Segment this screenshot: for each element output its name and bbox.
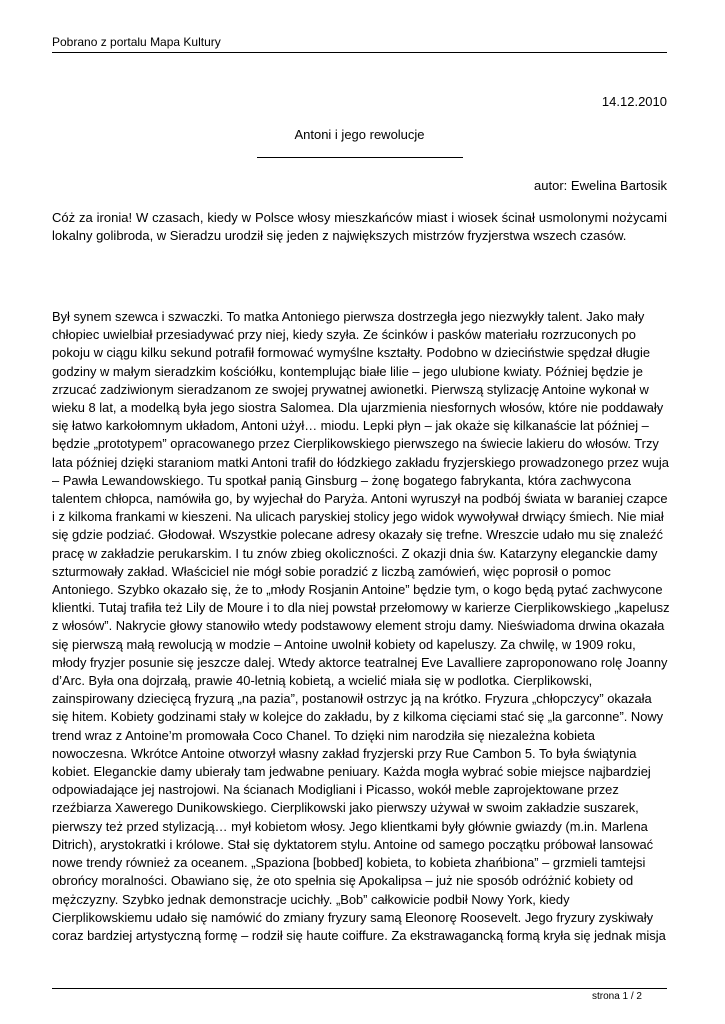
article-author: autor: Ewelina Bartosik: [534, 178, 667, 193]
page-number: strona 1 / 2: [591, 991, 642, 1002]
article-lead-paragraph: Cóż za ironia! W czasach, kiedy w Polsce włosy mieszkańców miast i wiosek ścinał usmolonymi nożycami lokalny golibroda, w Sieradzu urodził się jeden z największych mistrzów fryzjerstwa wszech czasów.: [52, 210, 667, 243]
footer-divider: [52, 988, 667, 989]
title-underline: [257, 157, 463, 158]
article-title: Antoni i jego rewolucje: [294, 127, 425, 142]
article-body-paragraph: Był synem szewca i szwaczki. To matka Antoniego pierwsza dostrzegła jego niezwykły talent. Jako mały chłopiec uwielbiał przesiadywać przy niej, kiedy szyła. Ze ścinków i pasków materiału rozrzuconych po pokoju w ciągu kilku sekund potrafił formować wymyślne kształty. Podobno w dzieciństwie spędzał długie godziny w małym sieradzkim kościółku, kontemplując białe lilie – jego ulubione kwiaty. Później będzie je zrzucać zadziwionym sieradzanom ze swojej prywatnej awionetki. Pierwszą stylizację Antoine wykonał w wieku 8 lat, a modelką była jego siostra Salomea. Dla ujarzmienia niesfornych włosów, które nie poddawały się łatwo karkołomnym układom, Antoni użył… miodu. Lepki płyn – jak okaże się kilkanaście lat później – będzie „prototypem” opracowanego przez Cierplikowskiego pierwszego na świecie lakieru do włosów. Trzy lata później dzięki staraniom matki Antoni trafił do łódzkiego zakładu fryzjerskiego prowadzonego przez wuja – Pawła Lewandowskiego. Tu spotkał panią Ginsburg – żonę bogatego fabrykanta, która zachwycona talentem chłopca, namówiła go, by wyjechał do Paryża. Antoni wyruszył na podbój świata w baraniej czapce i z kilkoma frankami w kieszeni. Na ulicach paryskiej stolicy jego widok wywoływał drwiący śmiech. Nie miał się gdzie podziać. Głodował. Wszystkie polecane adresy okazały się trefne. Wreszcie udało mu się znaleźć pracę w zakładzie perukarskim. I tu znów zbieg okoliczności. Z okazji dnia św. Katarzyny eleganckie damy szturmowały zakład. Właściciel nie mógł sobie poradzić z liczbą zamówień, więc poprosił o pomoc Antoniego. Szybko okazało się, że to „młody Rosjanin Antoine” będzie tym, o kogo będą pytać zachwycone klientki. Tutaj trafiła też Lily de Moure i to dla niej powstał przełomowy w karierze Cierplikowskiego „kapelusz z włosów”. Nakrycie głowy stanowiło wtedy podstawowy element stroju damy. Nieświadoma drwina okazała się pierwszą małą rewolucją w modzie – Antoine uwolnił kobiety od kapeluszy. Za chwilę, w 1909 roku, młody fryzjer posunie się jeszcze dalej. Wtedy aktorce teatralnej Eve Lavalliere zaproponowano rolę Joanny d’Arc. Była ona dojrzałą, prawie 40-letnią kobietą, a wcielić miała się w podlotka. Cierplikowski, zainspirowany dziecięcą fryzurą „na pazia”, postanowił ostrzyc ją na krótko. Fryzura „chłopczycy” okazała się hitem. Kobiety godzinami stały w kolejce do zakładu, by z kilkoma cięciami stać się „la garconne”. Nowy trend wraz z Antoine’m promowała Coco Chanel. To dzięki nim narodziła się niezależna kobieta nowoczesna. Wkrótce Antoine otworzył własny zakład fryzjerski przy Rue Cambon 5. To była świątynia kobiet. Eleganckie damy ubierały tam jedwabne peniuary. Każda mogła wybrać sobie miejsce najbardziej odpowiadające jej nastrojowi. Na ścianach Modigliani i Picasso, wokół meble zaprojektowane przez rzeźbiarza Xawerego Dunikowskiego. Cierplikowski jako pierwszy używał w swoim zakładzie suszarek, pierwszy też przed stylizacją… mył kobietom włosy. Jego klientkami były głównie gwiazdy (m.in. Marlena Ditrich), arystokratki i królowe. Stał się dyktatorem stylu. Antoine od samego początku próbował lansować nowe trendy również za oceanem. „Spaziona [bobbed] kobieta, to kobieta zhańbiona” – grzmieli tamtejsi obrońcy moralności. Obawiano się, że oto spełnia się Apokalipsa – już nie sposób odróżnić kobiety od mężczyzny. Szybko jednak demonstracje ucichły. „Bob” całkowicie podbił Nowy York, kiedy Cierplikowskiemu udało się namówić do zmiany fryzury samą Eleonorę Roosevelt. Jego fryzury zyskiwały coraz bardziej artystyczną formę – rodził się haute coiffure. Za ekstrawagancką formą kryła się jednak misja: [52, 309, 670, 943]
header-divider: [52, 52, 667, 53]
article-date: 14.12.2010: [601, 94, 667, 109]
page-header-source: Pobrano z portalu Mapa Kultury: [52, 35, 221, 49]
